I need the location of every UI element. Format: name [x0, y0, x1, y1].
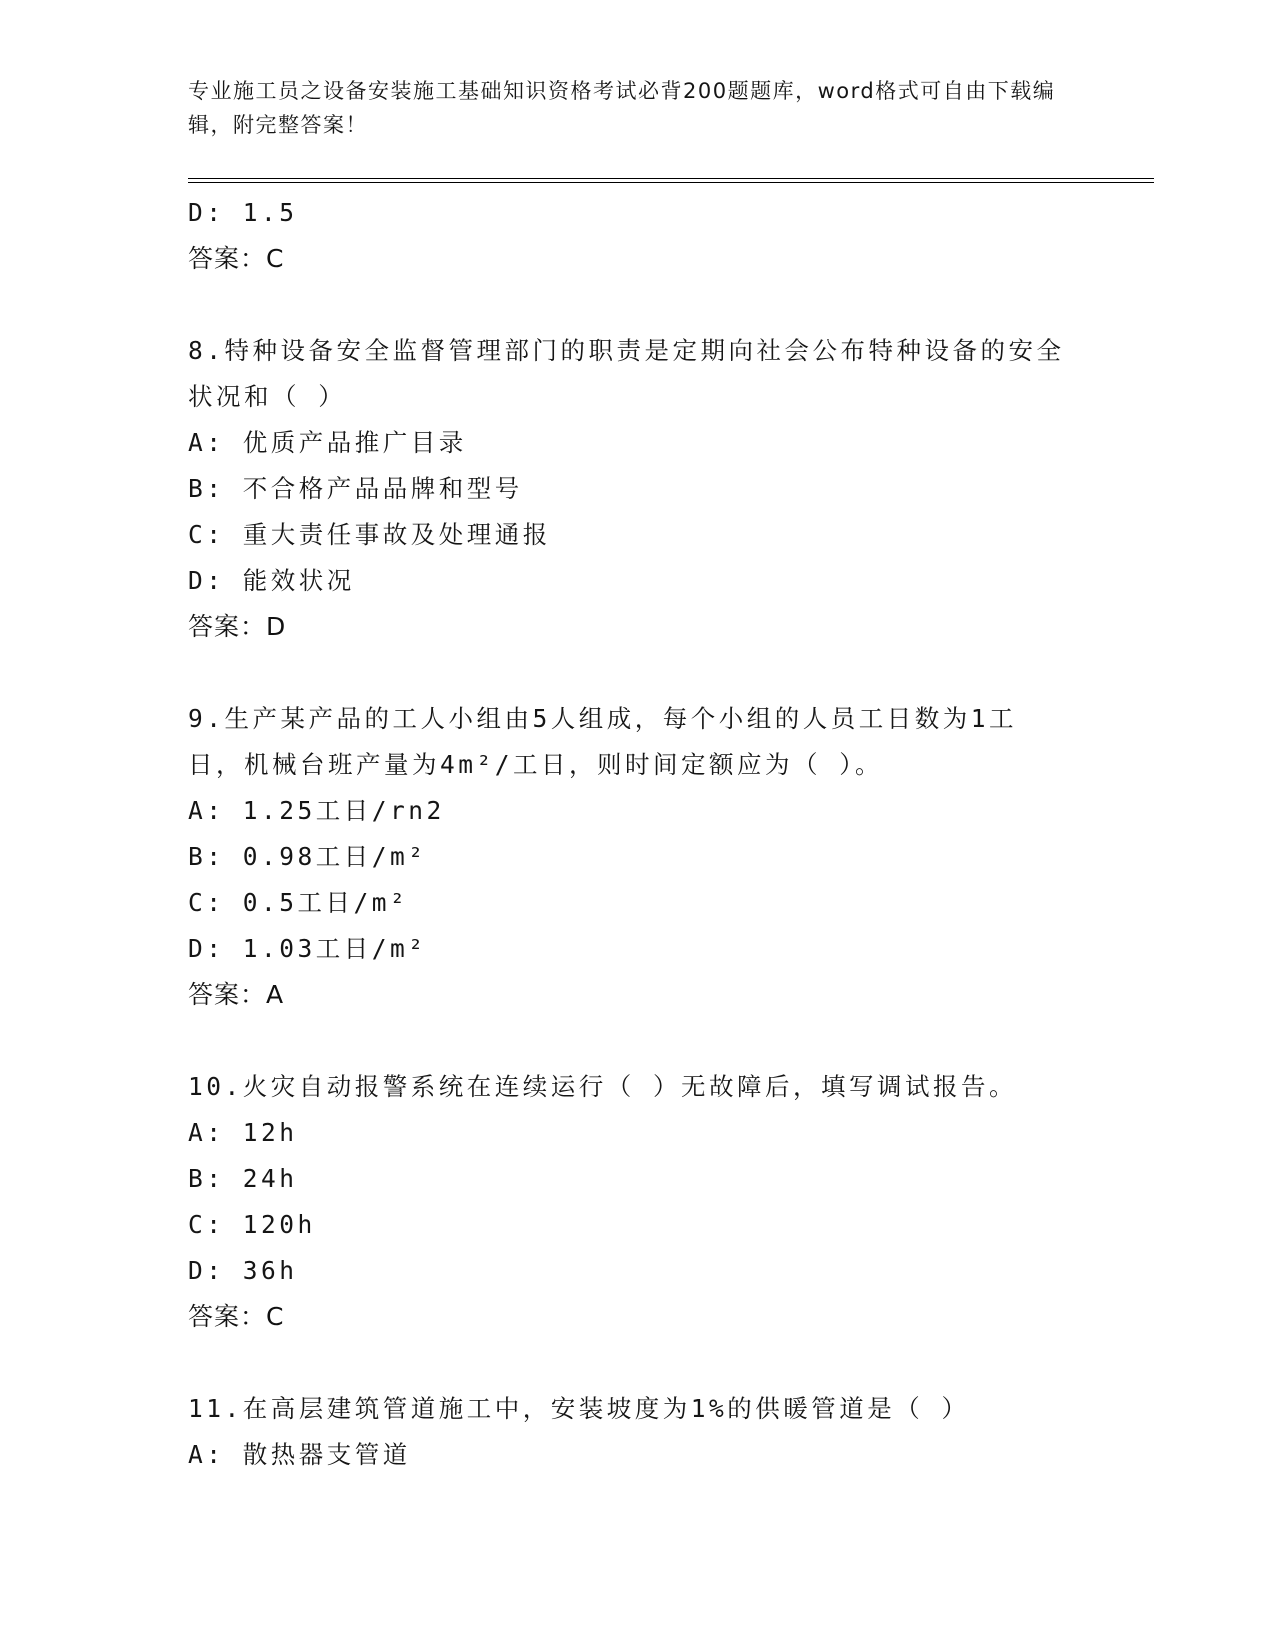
answer-line: 答案：C [188, 1302, 285, 1331]
question-10 [188, 1064, 1068, 1340]
option-a: A: 12h [188, 1118, 298, 1147]
spacer [188, 282, 1068, 328]
option-c: C: 120h [188, 1210, 316, 1239]
option-b: B: 0.98工日/m² [188, 842, 427, 871]
question-stem: 9.生产某产品的工人小组由5人组成，每个小组的人员工日数为1工日，机械台班产量为4m²/工日，则时间定额应为（ ）。 [188, 704, 1017, 779]
option-c: C: 0.5工日/m² [188, 888, 409, 917]
header-divider [188, 178, 1154, 183]
document-body [188, 190, 1068, 1478]
option-c: C: 重大责任事故及处理通报 [188, 520, 551, 549]
question-stem: 11.在高层建筑管道施工中，安装坡度为1%的供暖管道是（ ） [188, 1394, 970, 1423]
header-title: 专业施工员之设备安装施工基础知识资格考试必背200题题库，word格式可自由下载编辑，附完整答案！ [188, 79, 1056, 137]
answer-line: 答案：A [188, 980, 285, 1009]
previous-question-fragment [188, 190, 1068, 282]
option-a: A: 优质产品推广目录 [188, 428, 467, 457]
option-d: D: 能效状况 [188, 566, 355, 595]
spacer [188, 1340, 1068, 1386]
option-a: A: 散热器支管道 [188, 1440, 411, 1469]
option-a: A: 1.25工日/rn2 [188, 796, 445, 825]
option-d: D: 1.5 [188, 198, 298, 227]
question-8 [188, 328, 1068, 650]
question-11 [188, 1386, 1068, 1478]
option-d: D: 1.03工日/m² [188, 934, 427, 963]
spacer [188, 1018, 1068, 1064]
question-stem: 8.特种设备安全监督管理部门的职责是定期向社会公布特种设备的安全状况和（ ） [188, 336, 1065, 411]
option-b: B: 不合格产品品牌和型号 [188, 474, 523, 503]
spacer [188, 650, 1068, 696]
answer-line: 答案：D [188, 612, 287, 641]
option-b: B: 24h [188, 1164, 298, 1193]
document-header [188, 74, 1078, 142]
option-d: D: 36h [188, 1256, 298, 1285]
answer-line: 答案：C [188, 244, 285, 273]
question-stem: 10.火灾自动报警系统在连续运行（ ）无故障后，填写调试报告。 [188, 1072, 1017, 1101]
question-9 [188, 696, 1068, 1018]
